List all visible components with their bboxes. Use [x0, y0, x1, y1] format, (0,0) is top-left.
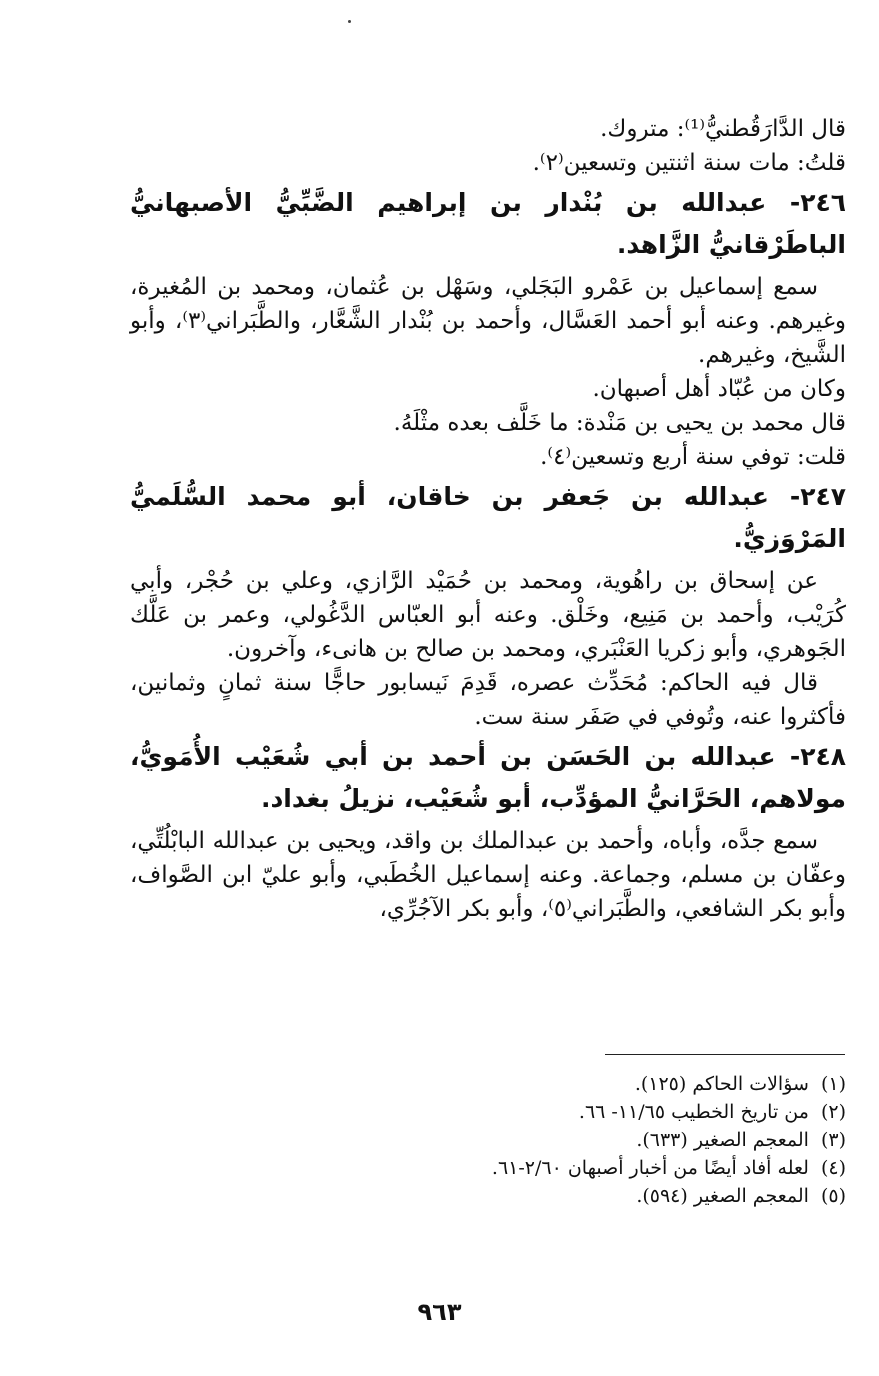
- entry-246-line-2: وكان من عُبّاد أهل أصبهان.: [592, 376, 846, 402]
- footnote-text: من تاريخ الخطيب ١١/٦٥- ٦٦.: [578, 1101, 809, 1123]
- entry-246-line-3: قال محمد بن يحيى بن مَنْدة: ما خَلَّف بعده مثْلَهُ.: [393, 410, 846, 436]
- footnotes: [130, 1070, 846, 1210]
- footnote-text: المعجم الصغير (٦٣٣).: [636, 1129, 809, 1151]
- footnote-number: (٢): [820, 1101, 846, 1123]
- footnote-5: [130, 1182, 846, 1210]
- footnote-3: [130, 1126, 846, 1154]
- entry-247-heading: ٢٤٧- عبدالله بن جَعفر بن خاقان، أبو محمد السُّلَميُّ المَرْوَزيُّ.: [130, 482, 846, 553]
- page-number: ٩٦٣: [417, 1298, 462, 1326]
- entry-247-paragraph-2: قال فيه الحاكم: مُحَدِّث عصره، قَدِمَ نَيسابور حاجًّا سنة ثمانٍ وثمانين، فأكثروا عنه، وتُوفي في صَفَر سنة ست.: [130, 670, 846, 730]
- entry-247-paragraph-1: عن إسحاق بن راهُوية، ومحمد بن حُمَيْد الرَّازي، وعلي بن حُجْر، وأبي كُرَيْب، وأحمد بن مَنِيع، وخَلْق. وعنه أبو العبّاس الدَّغُولي، وعمر بن عَلَّك الجَوهري، وأبو زكريا العَنْبَري، ومحمد بن صالح بن هانىء، وآخرون.: [130, 568, 846, 662]
- footnote-number: (٣): [820, 1129, 846, 1151]
- footnote-number: (٥): [820, 1185, 846, 1207]
- main-text: [130, 112, 846, 926]
- top-mark: [348, 20, 351, 23]
- footnote-text: سؤالات الحاكم (١٢٥).: [634, 1073, 809, 1095]
- footnote-4: [130, 1154, 846, 1182]
- entry-246-line-4: قلت: توفي سنة أربع وتسعين⁽٤⁾.: [540, 444, 846, 470]
- footnote-text: لعله أفاد أيضًا من أخبار أصبهان ٢/٦٠-٦١.: [491, 1157, 809, 1179]
- entry-246-paragraph: سمع إسماعيل بن عَمْرو البَجَلي، وسَهْل بن عُثمان، ومحمد بن المُغيرة، وغيرهم. وعنه أبو أحمد العَسَّال، وأحمد بن بُنْدار الشَّعَّار، والطَّبَراني⁽٣⁾، وأبو الشَّيخ، وغيرهم.: [130, 274, 846, 368]
- footnote-number: (٤): [820, 1157, 846, 1179]
- entry-246-heading: ٢٤٦- عبدالله بن بُنْدار بن إبراهيم الضَّبِّيُّ الأصبهانيُّ الباطَرْقانيُّ الزَّاهد.: [130, 188, 846, 259]
- footnote-number: (١): [820, 1073, 846, 1095]
- intro-line-1: قال الدَّارَقُطنيُّ⁽¹⁾: متروك.: [600, 116, 846, 142]
- footnote-separator: [605, 1054, 845, 1055]
- entry-248-paragraph: سمع جدَّه، وأباه، وأحمد بن عبدالملك بن واقد، ويحيى بن عبدالله البابْلُتِّي، وعفّان بن مسلم، وجماعة. وعنه إسماعيل الخُطَبي، وأبو عليّ ابن الصَّواف، وأبو بكر الشافعي، والطَّبَراني⁽٥⁾، وأبو بكر الآجُرِّي،: [130, 828, 846, 922]
- intro-line-2: قلتُ: مات سنة اثنتين وتسعين⁽٢⁾.: [532, 150, 846, 176]
- footnote-2: [130, 1098, 846, 1126]
- footnote-text: المعجم الصغير (٥٩٤).: [636, 1185, 809, 1207]
- footnote-1: [130, 1070, 846, 1098]
- entry-248-heading: ٢٤٨- عبدالله بن الحَسَن بن أحمد بن أبي شُعَيْب الأُمَويُّ، مولاهم، الحَرَّانيُّ المؤدِّب، أبو شُعَيْب، نزيلُ بغداد.: [130, 742, 846, 813]
